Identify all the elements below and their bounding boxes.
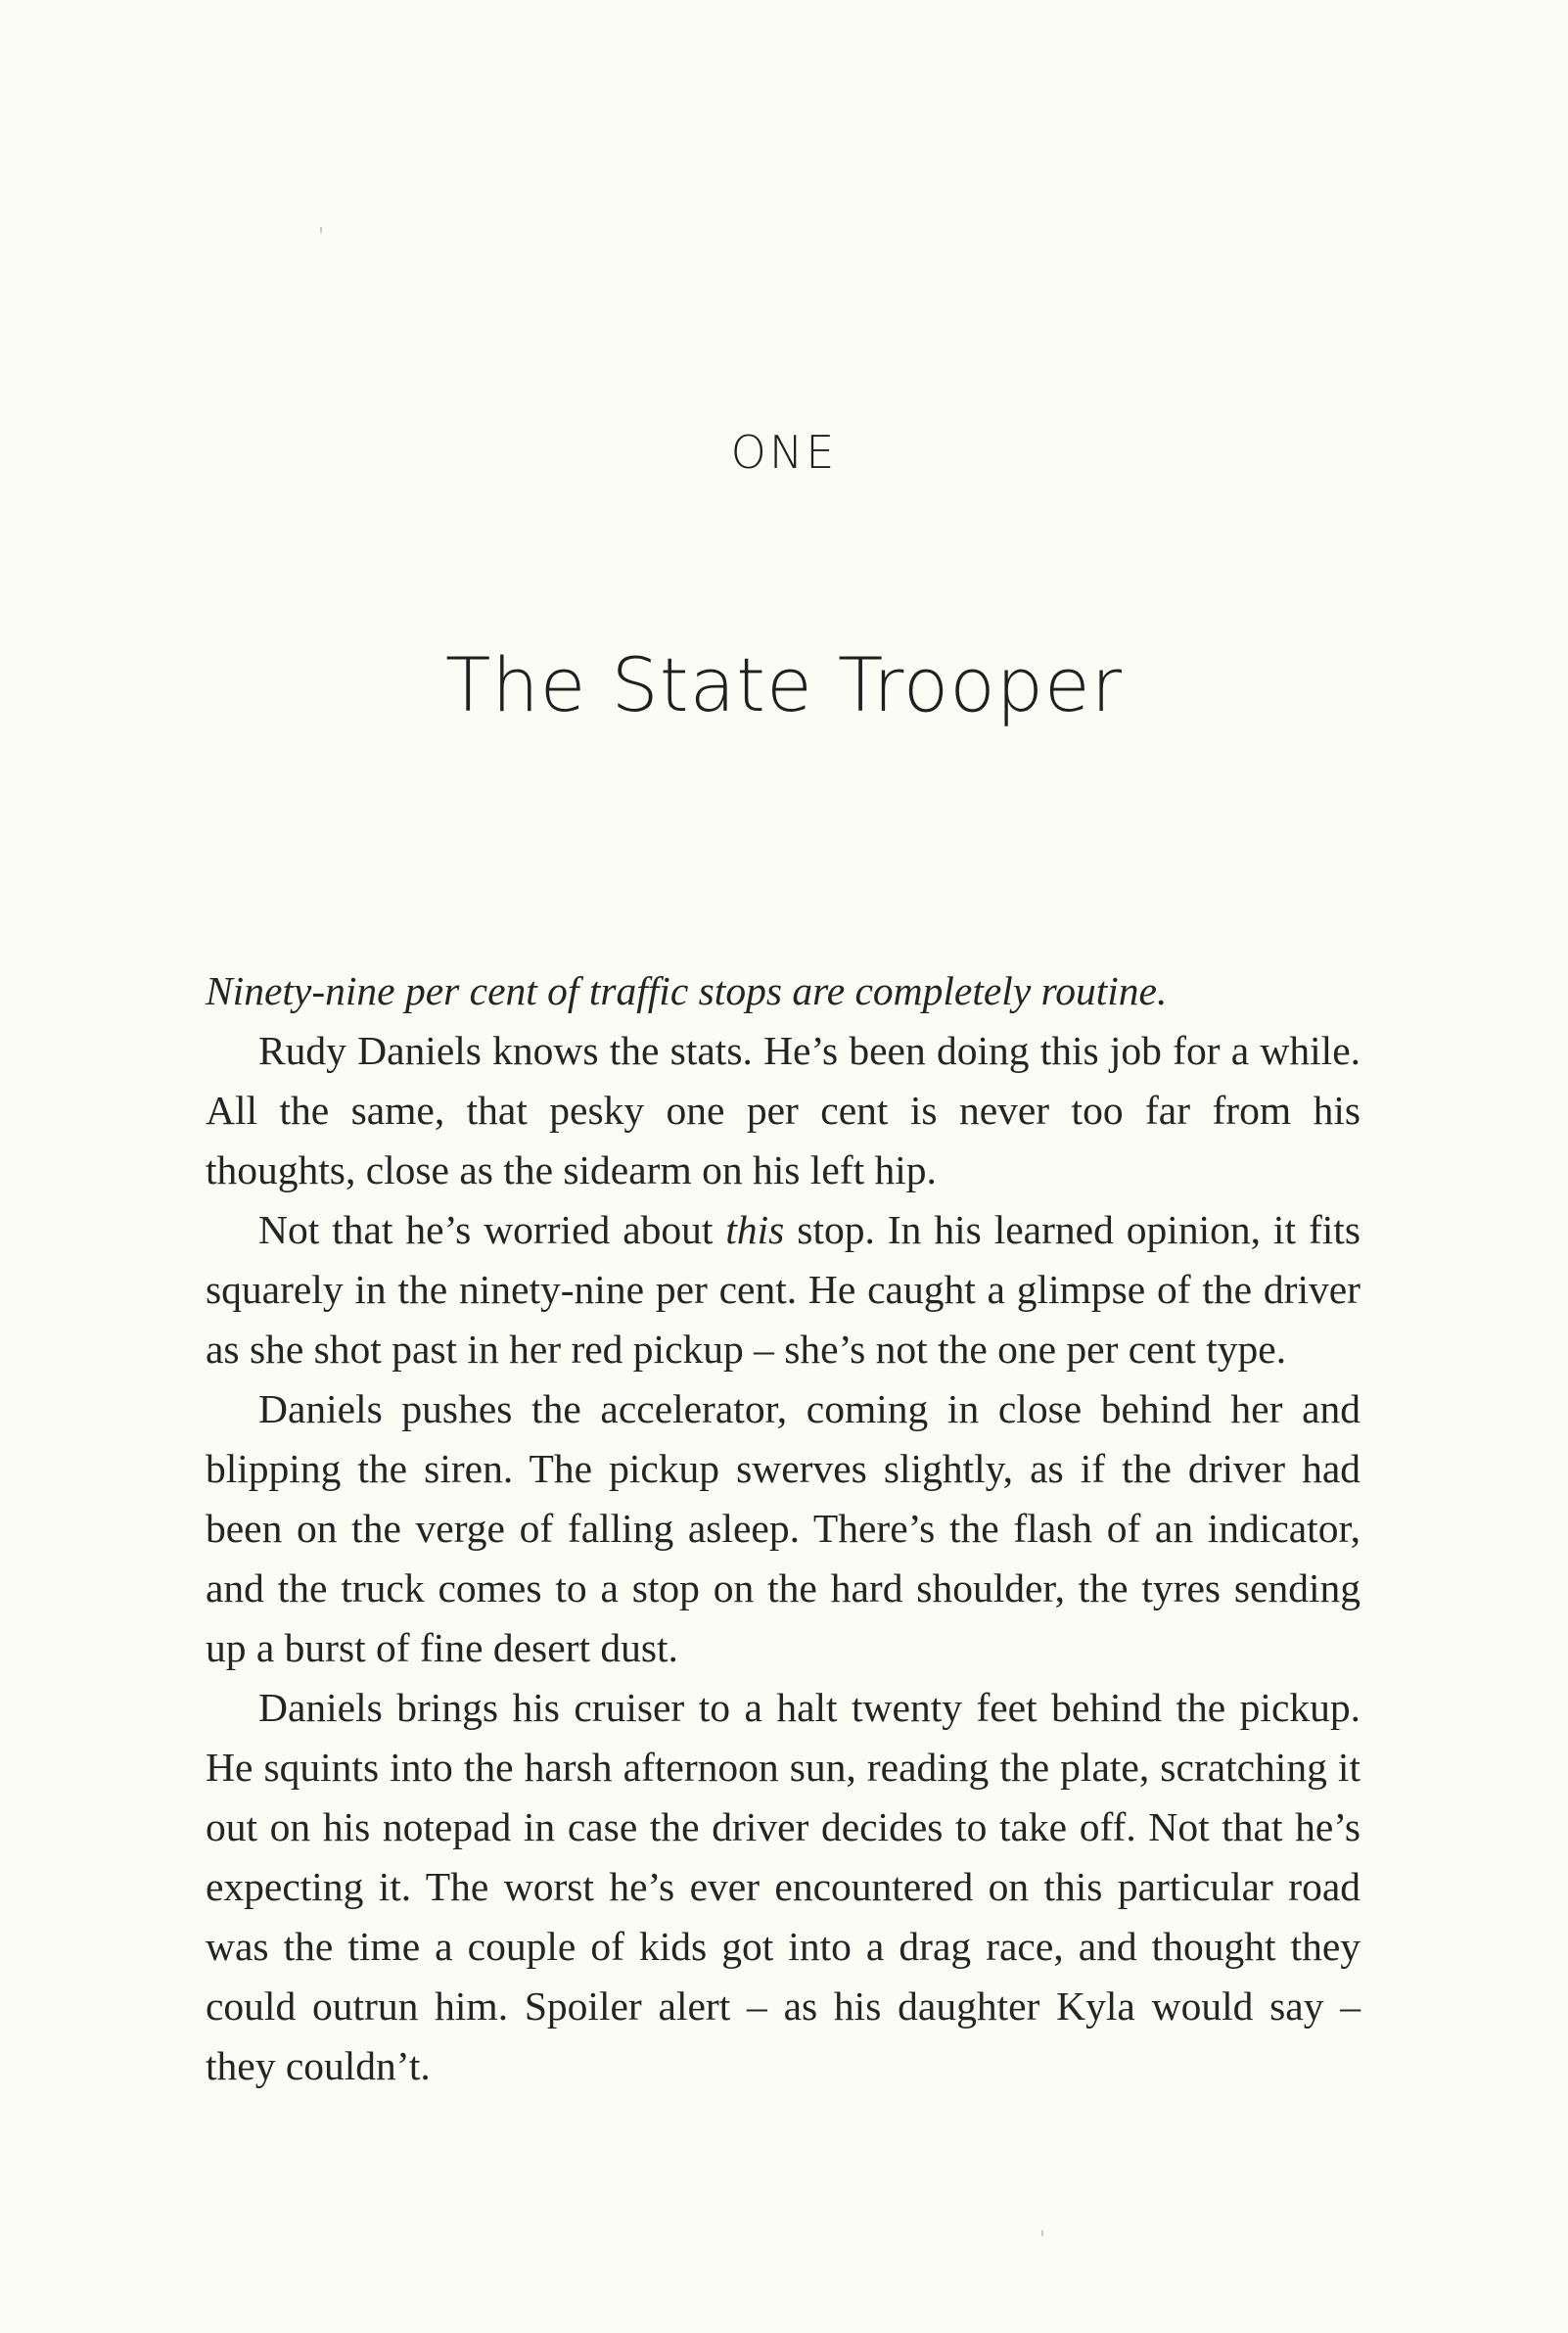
paper-speck xyxy=(1041,2230,1043,2236)
paragraph-text: stop. In his learned opinion, it fits squarely in the ninety-nine per cent. He caught a glimpse of the driver as she shot past in her red pickup – she’s not the one per cent type. xyxy=(206,1207,1360,1372)
paragraph-text: Daniels brings his cruiser to a halt twenty feet behind the pickup. He squints into the harsh afternoon sun, reading the plate, scratching it out on his notepad in case the driver decides to take off. Not that he’s expecting it. The worst he’s ever encountered on this particular road was the time a couple of kids got into a drag race, and thought they could outrun him. Spoiler alert – as his daughter Kyla would say – they couldn’t. xyxy=(206,1685,1360,2088)
paragraph xyxy=(206,1021,1360,1200)
paragraph-text: Daniels pushes the accelerator, coming in close behind her and blipping the siren. The pickup swerves slightly, as if the driver had been on the verge of falling asleep. There’s the flash of an indicator, and the truck comes to a stop on the hard shoulder, the tyres sending up a burst of fine desert dust. xyxy=(206,1386,1360,1670)
chapter-number: ONE xyxy=(730,426,838,479)
emphasis-text: this xyxy=(725,1207,785,1252)
paper-speck xyxy=(320,227,322,233)
paragraph-text: Not that he’s worried about xyxy=(258,1207,726,1252)
emphasis-text: Ninety-nine per cent of traffic stops are completely routine. xyxy=(206,968,1168,1013)
chapter-title: The State Trooper xyxy=(445,641,1123,728)
paragraph xyxy=(206,1678,1360,2096)
paragraph xyxy=(206,961,1360,1021)
paragraph-text: Rudy Daniels knows the stats. He’s been doing this job for a while. All the same, that pesky one per cent is never too far from his thoughts, close as the sidearm on his left hip. xyxy=(206,1028,1360,1192)
paragraph xyxy=(206,1200,1360,1379)
chapter-body xyxy=(206,961,1360,2096)
paragraph xyxy=(206,1379,1360,1678)
